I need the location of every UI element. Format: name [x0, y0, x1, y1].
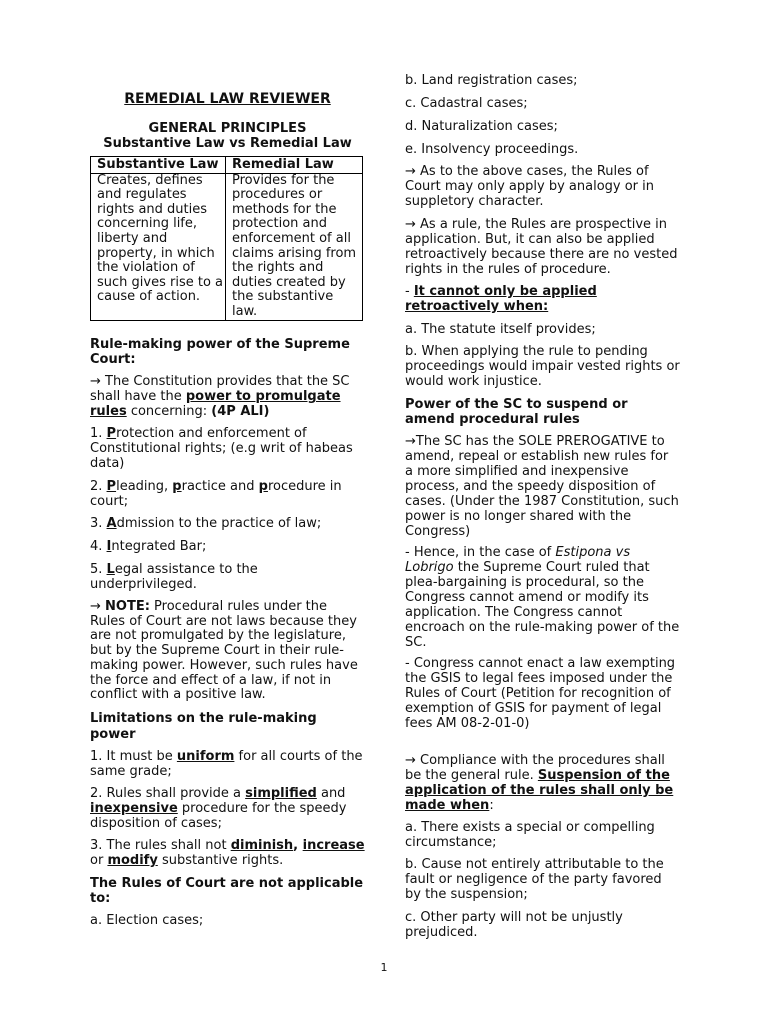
text-span: and: [316, 786, 346, 801]
list-item: e. Insolvency proceedings.: [405, 142, 579, 157]
not-applicable-heading: The Rules of Court are not applicable to:: [90, 876, 364, 906]
list-item: [90, 786, 365, 831]
emphasis-span: inexpensive: [90, 801, 178, 816]
emphasis-span: uniform: [176, 749, 235, 764]
emphasis-span: P: [106, 479, 117, 494]
text-span: 4.: [90, 539, 107, 554]
emphasis-span: (4P ALI): [211, 404, 270, 419]
text-span: → Compliance with the procedures shall be the general rule.: [405, 753, 665, 783]
emphasis-span: increase: [302, 838, 365, 853]
list-item: [90, 562, 365, 592]
table-header-row: [91, 157, 363, 174]
list-item: [90, 539, 365, 554]
prospective-paragraph: → As a rule, the Rules are prospective in application. But, it can also be applied retroactively because there are no vested rights in the rules of procedure.: [405, 217, 678, 277]
list-item: b. Land registration cases;: [405, 73, 578, 88]
emphasis-span: Suspension of the application of the rules shall only be made when: [405, 768, 674, 813]
emphasis-span: power to promulgate rules: [90, 389, 341, 419]
text-span: → The Constitution provides that the SC shall have the: [90, 374, 350, 404]
emphasis-span: I: [106, 539, 112, 554]
document-title: REMEDIAL LAW REVIEWER: [124, 91, 331, 107]
rule-making-heading: Rule-making power of the Supreme Court:: [90, 337, 350, 367]
section-heading: GENERAL PRINCIPLES: [148, 121, 307, 136]
emphasis-span: It cannot only be applied retroactively when:: [405, 284, 597, 314]
list-item: [90, 749, 365, 779]
comparison-table: [90, 156, 363, 321]
analogy-paragraph: → As to the above cases, the Rules of Court may only apply by analogy or in suppletory character.: [405, 164, 655, 209]
gsis-paragraph: - Congress cannot enact a law exempting the GSIS to legal fees imposed under the Rules of Court (Petition for recognition of exemption of GSIS for payment of legal fees AM 08-2-01-0): [405, 656, 676, 731]
text-span: leading,: [116, 479, 173, 494]
page-number: 1: [380, 961, 388, 974]
text-span: 2.: [90, 479, 107, 494]
text-span: 3.: [90, 516, 107, 531]
table-header-remedial: Remedial Law: [226, 157, 363, 174]
text-span: - Hence, in the case of: [405, 545, 556, 560]
emphasis-span: P: [106, 426, 117, 441]
list-item: c. Other party will not be unjustly prejudiced.: [405, 910, 623, 940]
text-span: -: [405, 284, 414, 299]
emphasis-span: p: [258, 479, 268, 494]
compliance-paragraph: [405, 753, 680, 813]
text-span: :: [489, 798, 494, 813]
emphasis-span: diminish: [230, 838, 294, 853]
emphasis-span: modify: [107, 853, 158, 868]
text-span: 2. Rules shall provide a: [90, 786, 246, 801]
list-item: a. Election cases;: [90, 913, 204, 928]
list-item: a. The statute itself provides;: [405, 322, 596, 337]
list-item: [90, 838, 365, 868]
list-item: b. Cause not entirely attributable to the fault or negligence of the party favored by the suspension;: [405, 857, 664, 902]
emphasis-span: A: [106, 516, 117, 531]
subsection-heading: Substantive Law vs Remedial Law: [103, 136, 352, 151]
list-item: c. Cadastral cases;: [405, 96, 528, 111]
list-item: [90, 516, 365, 531]
text-span: ,: [293, 838, 303, 853]
text-span: 1. It must be: [90, 749, 177, 764]
hence-paragraph: [405, 545, 680, 650]
text-span: Procedural rules under the Rules of Court are not laws because they are not promulgated by the legislature, but by the Supreme Court in their rule-making power. However, such rules have the force and effect of a law, if not in conflict with a positive law.: [90, 599, 358, 703]
text-span: concerning:: [126, 404, 212, 419]
text-span: 3. The rules shall not: [90, 838, 231, 853]
emphasis-span: simplified: [245, 786, 317, 801]
text-span: the Supreme Court ruled that plea-bargaining is procedural, so the Congress cannot amend or modify its application. The Congress cannot encroach on the rule-making power of the SC.: [405, 560, 680, 650]
table-cell-remedial: Provides for the procedures or methods for the protection and enforcement of all claims arising from the rights and duties created by the substantive law.: [226, 173, 363, 320]
arrow-icon: →: [90, 599, 106, 614]
text-span: rotection and enforcement of Constitutional rights; (e.g writ of habeas data): [90, 426, 353, 471]
list-item: b. When applying the rule to pending proceedings would impair vested rights or would work injustice.: [405, 344, 680, 389]
text-span: 5.: [90, 562, 107, 577]
text-span: for all courts of the same grade;: [90, 749, 363, 779]
text-span: 1.: [90, 426, 107, 441]
list-item: [90, 479, 365, 509]
table-row: [91, 173, 363, 320]
text-span: procedure for the speedy disposition of cases;: [90, 801, 347, 831]
emphasis-span: NOTE:: [105, 599, 150, 614]
text-span: dmission to the practice of law;: [116, 516, 322, 531]
table-cell-substantive: Creates, defines and regulates rights and duties concerning life, liberty and property, in which the violation of such gives rise to a cause of action.: [91, 173, 226, 320]
case-name: Estipona vs Lobrigo: [405, 545, 631, 575]
constitution-paragraph: [90, 374, 365, 419]
list-item: a. There exists a special or compelling circumstance;: [405, 820, 655, 850]
list-item: [90, 426, 365, 471]
text-span: ntegrated Bar;: [111, 539, 207, 554]
text-span: substantive rights.: [157, 853, 284, 868]
note-paragraph: [90, 600, 365, 703]
emphasis-span: L: [106, 562, 115, 577]
emphasis-span: p: [172, 479, 182, 494]
limitations-heading: Limitations on the rule-making power: [90, 711, 317, 742]
text-span: egal assistance to the underprivileged.: [90, 562, 258, 592]
list-item: d. Naturalization cases;: [405, 119, 558, 134]
text-span: ractice and: [181, 479, 259, 494]
text-span: rocedure in court;: [90, 479, 342, 509]
retroactive-heading: [405, 284, 680, 314]
power-heading: Power of the SC to suspend or amend procedural rules: [405, 397, 628, 427]
sole-prerogative-paragraph: →The SC has the SOLE PREROGATIVE to amend, repeal or establish new rules for a more simplified and inexpensive process, and the speedy disposition of cases. (Under the 1987 Constitution, such power is no longer shared with the Congress): [405, 434, 679, 539]
text-span: or: [90, 853, 108, 868]
table-header-substantive: Substantive Law: [91, 157, 226, 174]
